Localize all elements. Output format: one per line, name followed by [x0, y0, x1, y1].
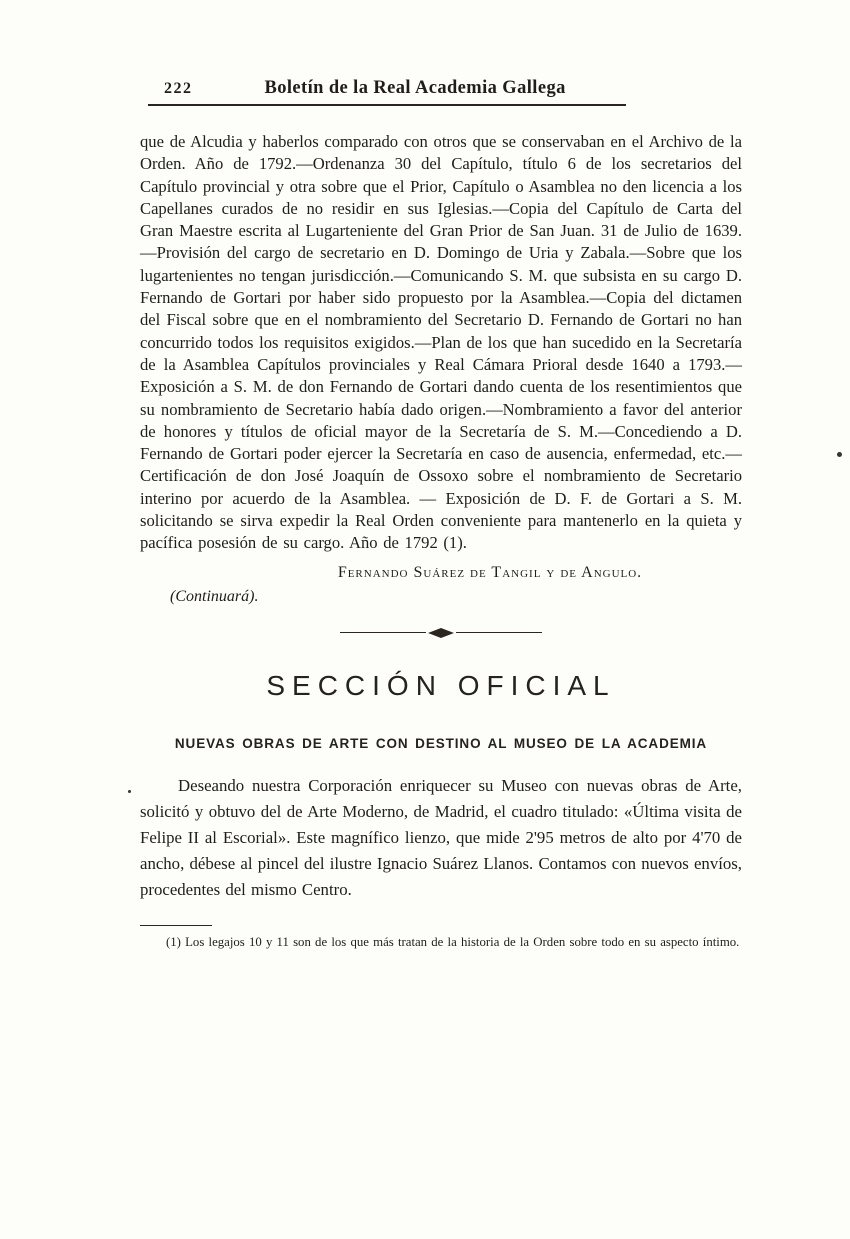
footnote-rule — [140, 925, 212, 926]
section-subtitle: NUEVAS OBRAS DE ARTE CON DESTINO AL MUSEO DE LA ACADEMIA — [174, 735, 708, 751]
running-header — [148, 78, 626, 106]
continuation-note: (Continuará). — [170, 587, 259, 605]
header-title: Boletín de la Real Academia Gallega — [264, 78, 566, 98]
page-number: 222 — [164, 80, 193, 97]
scanned-page — [140, 78, 742, 951]
divider-rule-right — [456, 632, 542, 633]
diamond-ornament-icon — [428, 628, 454, 638]
section-body: Deseando nuestra Corporación enriquecer su Museo con nuevas obras de Arte, solicitó y obtuvo del de Arte Moderno, de Madrid, el cuadro titulado: «Última visita de Felipe II al Escorial». Este magnífico lienzo, que mide 2'95 metros de alto por 4'70 de ancho, débese al pincel del ilustre Ignacio Suárez Llanos. Contamos con nuevos envíos, procedentes del mismo Centro. — [140, 775, 742, 899]
scan-speck — [128, 790, 131, 793]
scan-speck — [837, 452, 842, 457]
author-signature: Fernando Suárez de Tangil y de Angulo. — [337, 563, 643, 581]
section-title: SECCIÓN OFICIAL — [266, 669, 616, 701]
footnote-text: (1) Los legajos 10 y 11 son de los que más tratan de la historia de la Orden sobre todo en su aspecto íntimo. — [166, 934, 740, 949]
article-body: que de Alcudia y haberlos comparado con otros que se conservaban en el Archivo de la Orden. Año de 1792.—Ordenanza 30 del Capítulo, título 6 de los secretarios del Capítulo provincial y otra sobre que el Prior, Capítulo o Asamblea no den licencia a los Capellanes curados de no residir en sus Iglesias.—Copia del Capítulo de Carta del Gran Maestre escrita al Lugarteniente del Gran Prior de San Juan. 31 de Julio de 1639.—Provisión del cargo de secretario en D. Domingo de Uria y Zabala.—Sobre que los lugartenientes no tengan jurisdicción.—Comunicando S. M. que subsista en su cargo D. Fernando de Gortari por haber sido propuesto por la Asamblea.—Copia del dictamen del Fiscal sobre que en el nombramiento del Secretario D. Fernando de Gortari no han concurrido todos los requisitos exigidos.—Plan de los que han sucedido en la Secretaría de la Asamblea Capítulos provinciales y Real Cámara Prioral desde 1640 a 1793.—Exposición a S. M. de don Fernando de Gortari dando cuenta de los resentimientos que su nombramiento de Secretario había dado origen.—Nombramiento a favor del anterior de honores y títulos de oficial mayor de la Secretaría de S. M.—Concediendo a D. Fernando de Gortari poder ejercer la Secretaría en caso de ausencia, enfermedad, etc.—Certificación de don José Joaquín de Ossoxo sobre el nombramiento de Secretario interino por acuerdo de la Asamblea. — Exposición de D. F. de Gortari a S. M. solicitando se sirva expedir la Real Orden conveniente para mantenerlo en la quieta y pacífica posesión de su cargo. Año de 1792 (1). — [140, 132, 742, 553]
divider-rule-left — [340, 632, 426, 633]
section-divider — [340, 628, 542, 638]
